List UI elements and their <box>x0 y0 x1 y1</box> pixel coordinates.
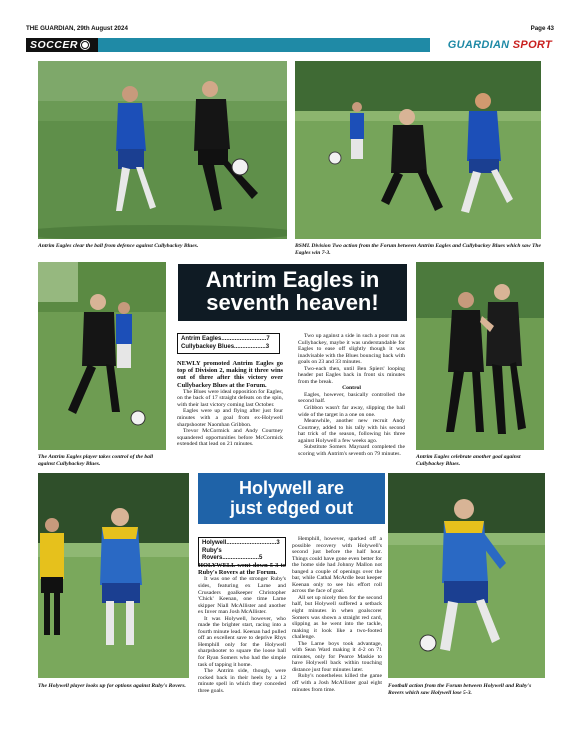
story2-column-1 <box>198 562 286 694</box>
section-title: SOCCER <box>30 39 78 51</box>
story1-column-2 <box>298 333 405 457</box>
brand-name: GUARDIAN <box>447 39 510 51</box>
section-label <box>26 38 98 52</box>
masthead-line <box>26 25 554 37</box>
photo-clearance <box>38 61 287 239</box>
story1-subhead: Control <box>342 385 361 392</box>
story1-paragraph: The Blues were ideal opposition for Eagles, on the back of 17 straight defeats on the spin, with their last victory coming last October. <box>177 388 283 408</box>
story2-column-2 <box>292 536 382 693</box>
story2-lead: HOLYWELL went down 5-3 to Ruby's Rovers at the Forum. <box>198 562 286 577</box>
story2-paragraph: The Antrim side, though, were rocked back in their heels by a 12 minute spell in which they conceded three goals. <box>198 668 286 694</box>
story2-paragraph: The Larne boys took advantage, with Sean Ward making it 4-2 on 71 minutes, only for Pearce Maskie to have Holywell back within touching distance just four minutes later. <box>292 640 382 673</box>
caption-holywell-options: The Holywell player looks up for options against Ruby's Rovers. <box>38 683 186 689</box>
score-away: Ruby's Rovers......................5 <box>202 547 263 561</box>
headline-line: Antrim Eagles in <box>205 267 380 292</box>
page-number: Page 43 <box>530 25 554 32</box>
paper-date: THE GUARDIAN, 29th August 2024 <box>26 25 128 32</box>
football-icon <box>81 41 89 49</box>
story2-paragraph: Hemphill, however, sparked off a possible recovery with Holywell's second just before the half hour. Things could have gone even better for the home side had Johnny Mallon not banged a couple of openings over the bar, while Cathal McArdle beat keeper Keenan only to see his effort roll across the face of goal. <box>292 536 382 595</box>
story1-paragraph: Eagles were up and flying after just four minutes with a goal from ex-Holywell sharpshooter Naomhan Gribbon. <box>177 408 283 428</box>
story1-paragraph: Gribbon wasn't far away, slipping the ball wide of the target in a one on one. <box>298 405 405 418</box>
story2-paragraph: Ruby's nonetheless killed the game off with a Josh McAllister goal eight minutes from time. <box>292 673 382 693</box>
score-away: Cullybackey Blues...................3 <box>181 343 270 350</box>
story1-paragraph: Two up against a side in such a poor run as Cullybackey, maybe it was understandable for Eagles to ease off slightly though it was inadvisable with the Blues bouncing back with goals on 23 and 33 minutes. <box>298 333 405 366</box>
headline-line: Holywell are <box>238 478 345 498</box>
headline-antrim-eagles <box>178 264 407 321</box>
headline-line: seventh heaven! <box>206 290 379 315</box>
photo-ball-control <box>38 262 166 450</box>
caption-ball-control: The Antrim Eagles player takes control of the ball against Cullybackey Blues. <box>38 454 154 467</box>
brand-logo <box>430 38 554 52</box>
headline-line: just edged out <box>230 498 353 518</box>
story1-paragraph: Trevor McCormick and Andy Courtney squandered opportunities before McCormick extended that lead on 21 minutes. <box>177 428 283 448</box>
story1-lead: NEWLY promoted Antrim Eagles go top of Division 2, making it three wins out of three after this victory over Cullybackey Blues at the Forum. <box>177 360 283 389</box>
story2-paragraph: All set up nicely then for the second half, but Holywell suffered a setback eight minutes in when goalscorer Somers was shown a straight red card, slipping as he went into the tackle, making it look like a two-footed challenge. <box>292 594 382 641</box>
story2-paragraph: It was one of the stronger Ruby's sides, featuring ex Larne and Crusaders goalkeeper Christopher 'Chick' Keenan, one time Larne skipper Niall McAllister and another ex Inver man Josh McAllister. <box>198 576 286 616</box>
score-home: Holywell..............................3 <box>202 540 280 546</box>
score-home: Antrim Eagles...........................7 <box>181 336 270 342</box>
photo-holywell-options <box>38 473 189 678</box>
story2-paragraph: It was Holywell, however, who made the brighter start, racing into a fourth minute lead. Keenan had pulled off an excellent save to deprive Rhys Hemphill only for the Holywell sharpshooter to square the loose ball for Ryan Somers who had the simple task of tapping it home. <box>198 615 286 668</box>
photo-division-two-action <box>295 61 541 239</box>
caption-holywell-rubys-action: Football action from the Forum between Holywell and Ruby's Rovers which saw Holywell lose 5-3. <box>388 683 532 696</box>
photo-eagles-celebrate <box>416 262 544 450</box>
caption-division-two-action: BSML Division Two action from the Forum between Antrim Eagles and Cullybackey Blues which saw The Eagles win 7-3. <box>295 243 541 256</box>
story1-paragraph: Eagles, however, basically controlled the second half. <box>298 391 405 405</box>
caption-eagles-celebrate: Antrim Eagles celebrate another goal against Cullybackey Blues. <box>416 454 521 467</box>
story1-paragraph: Meanwhile, another new recruit Andy Courtney, added to his tally with his second hat trick of the season, following his three against Holywell a few weeks ago. <box>298 418 405 444</box>
photo-holywell-rubys-action <box>388 473 545 678</box>
caption-clearance: Antrim Eagles clear the ball from defence against Cullybackey Blues. <box>38 243 199 249</box>
brand-sport: SPORT <box>512 39 552 51</box>
scoreline-antrim-cullybackey <box>177 333 280 354</box>
story1-paragraph: Substitute Somers Maynard completed the scoring with Antrim's seventh on 79 minutes. <box>298 444 405 457</box>
headline-holywell <box>198 473 385 524</box>
story1-column-1 <box>177 360 283 448</box>
story1-paragraph: Two-each then, until Ben Spiers' looping header put Eagles back in front six minutes from the break. <box>298 365 405 385</box>
